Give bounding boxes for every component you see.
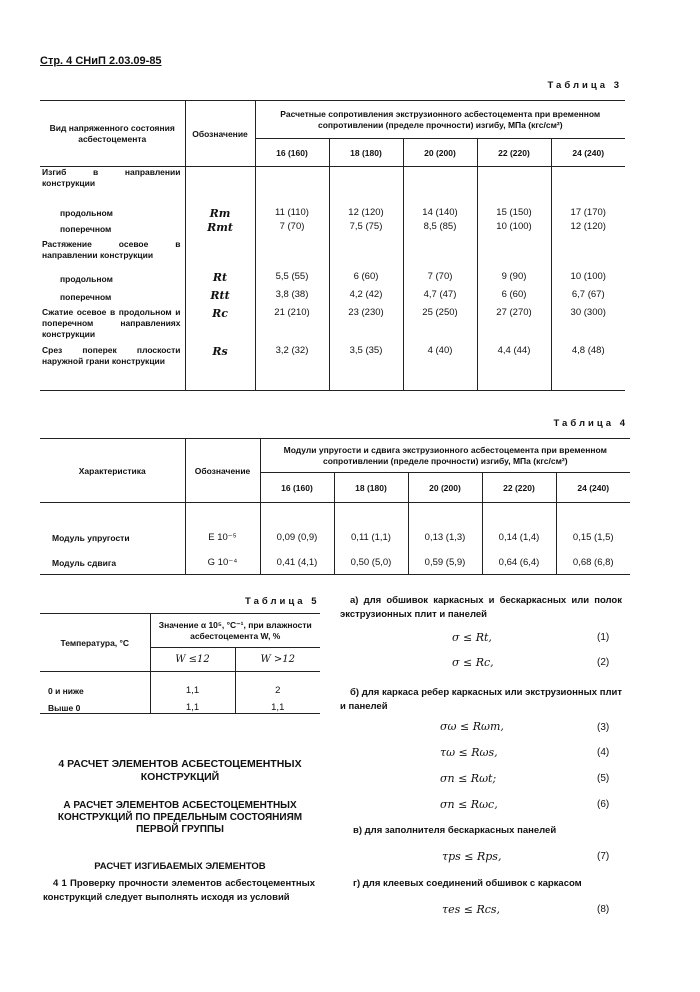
table3-cell: 11 (110) (255, 207, 329, 221)
table3-row (40, 239, 625, 271)
formula-8: τes ≤ Rcs, (442, 903, 501, 916)
table4-caption: Таблица 4 (553, 418, 628, 429)
table3-row-label: Срез поперек плоскости наружной грани конструкции (42, 344, 181, 366)
table5-row (40, 696, 320, 714)
table4-cell: 0,15 (1,5) (556, 503, 630, 549)
table3-cell (403, 239, 477, 271)
table4-group-header: Модули упругости и сдвига экструзионного асбестоцемента при временном сопротивлении (пределе прочности) изгибу, МПа (кгс/см²) (260, 439, 630, 473)
table3-cell: 10 (100) (551, 271, 625, 289)
table3-cell (551, 167, 625, 207)
table3-cell: 4 (40) (403, 345, 477, 391)
table3-row (40, 345, 625, 391)
formula-7: τps ≤ Rps, (442, 850, 502, 863)
table3-cell: 7,5 (75) (329, 221, 403, 239)
item-a-text: а) для обшивок каркасных и бескаркасных или полок экструзионных плит и панелей (340, 595, 622, 620)
table3-cell: 3,5 (35) (329, 345, 403, 391)
section4-title: 4 РАСЧЕТ ЭЛЕМЕНТОВ АСБЕСТОЦЕМЕНТНЫХ КОНСТРУКЦИЙ (58, 758, 302, 783)
table3-cell: 4,8 (48) (551, 345, 625, 391)
table3-cell: 3,2 (32) (255, 345, 329, 391)
formula-7-number: (7) (597, 851, 610, 862)
table4-cell: 0,64 (6,4) (482, 549, 556, 575)
table4-col-header: 22 (220) (482, 473, 556, 503)
table5-cell: 1,1 (150, 672, 235, 696)
table3-col-header: 22 (220) (477, 139, 551, 167)
table3-cell: 15 (150) (477, 207, 551, 221)
table3-cell: 5,5 (55) (255, 271, 329, 289)
table3-cell (551, 239, 625, 271)
table3-group-header: Расчетные сопротивления экструзионного асбестоцемента при временном сопротивлении (пределе прочности) изгибу, МПа (кгс/см²) (255, 101, 625, 139)
table4-cell: 0,09 (0,9) (260, 503, 334, 549)
table3-cell: 6,7 (67) (551, 289, 625, 307)
table3-cell: 6 (60) (329, 271, 403, 289)
formula-3-number: (3) (597, 722, 610, 733)
table3-cell: 8,5 (85) (403, 221, 477, 239)
table3-row-symbol: Rm (185, 207, 255, 221)
formula-1-number: (1) (597, 632, 610, 643)
formula-2-number: (2) (597, 657, 610, 668)
table3-cell: 25 (250) (403, 307, 477, 345)
table3-cell: 6 (60) (477, 289, 551, 307)
table3-cell: 4,4 (44) (477, 345, 551, 391)
table5-row-label: Выше 0 (48, 703, 81, 713)
table4-row-label: Модуль сдвига (52, 558, 117, 568)
table5-cell: 1,1 (235, 696, 320, 714)
table4-col2-header: Обозначение (185, 439, 260, 503)
table3-cell: 4,7 (47) (403, 289, 477, 307)
table4-cell: 0,41 (4,1) (260, 549, 334, 575)
table3-cell: 21 (210) (255, 307, 329, 345)
table3-row-symbol (185, 239, 255, 271)
table3-row (40, 167, 625, 207)
table4-col-header: 18 (180) (334, 473, 408, 503)
table4-row-label: Модуль упругости (52, 532, 130, 543)
table3-cell (477, 239, 551, 271)
table3-cell: 3,8 (38) (255, 289, 329, 307)
subsection-title: РАСЧЕТ ИЗГИБАЕМЫХ ЭЛЕМЕНТОВ (94, 861, 266, 872)
table4-col-header: 24 (240) (556, 473, 630, 503)
formula-1: σ ≤ Rt, (452, 631, 492, 644)
table4-col1-header: Характеристика (40, 439, 185, 503)
table3-row-symbol: Rs (185, 345, 255, 391)
table3-row-symbol (185, 167, 255, 207)
table3-row-label: Сжатие осевое в продольном и поперечном направлениях конструкции (42, 306, 181, 339)
table3-row-label: продольном (60, 208, 113, 218)
table3-cell: 17 (170) (551, 207, 625, 221)
formula-4-number: (4) (597, 747, 610, 758)
table3-cell: 30 (300) (551, 307, 625, 345)
table4-col-header: 20 (200) (408, 473, 482, 503)
table3-cell (403, 167, 477, 207)
table3-cell (477, 167, 551, 207)
table5-col1-header: Температура, °С (40, 614, 150, 672)
table3 (40, 100, 625, 391)
table4-row-symbol: E 10⁻⁵ (185, 503, 260, 549)
table3-col-header: 20 (200) (403, 139, 477, 167)
table3-col2-header: Обозначение (185, 101, 255, 167)
table4-row (40, 549, 630, 575)
table3-row (40, 221, 625, 239)
table4-col-header: 16 (160) (260, 473, 334, 503)
table3-cell: 27 (270) (477, 307, 551, 345)
table5 (40, 613, 320, 714)
table3-cell: 7 (70) (403, 271, 477, 289)
table5-cell: 1,1 (150, 696, 235, 714)
table5-col-header: W ≤12 (150, 648, 235, 672)
table3-row (40, 289, 625, 307)
table3-cell: 4,2 (42) (329, 289, 403, 307)
table4-cell: 0,68 (6,8) (556, 549, 630, 575)
table4-row-symbol: G 10⁻⁴ (185, 549, 260, 575)
table5-cell: 2 (235, 672, 320, 696)
formula-6: σn ≤ Rωc, (440, 798, 498, 811)
table3-row-symbol: Rtt (185, 289, 255, 307)
table4-cell: 0,50 (5,0) (334, 549, 408, 575)
table3-cell (329, 167, 403, 207)
table3-row (40, 271, 625, 289)
table3-cell: 14 (140) (403, 207, 477, 221)
table3-col1-header: Вид напряженного состояния асбестоцемента (40, 101, 185, 167)
table3-cell: 10 (100) (477, 221, 551, 239)
table3-row-label: Растяжение осевое в направлении конструкции (42, 238, 181, 260)
table4 (40, 438, 630, 575)
formula-2: σ ≤ Rc, (452, 656, 494, 669)
table3-cell (329, 239, 403, 271)
table4-cell: 0,13 (1,3) (408, 503, 482, 549)
table3-row-symbol: Rmt (185, 221, 255, 239)
formula-3: σω ≤ Rωm, (440, 720, 504, 733)
item-v-text: в) для заполнителя бескаркасных панелей (353, 825, 557, 836)
table3-col-header: 18 (180) (329, 139, 403, 167)
table4-cell: 0,11 (1,1) (334, 503, 408, 549)
table3-cell: 12 (120) (551, 221, 625, 239)
table3-col-header: 24 (240) (551, 139, 625, 167)
table5-row (40, 672, 320, 696)
formula-8-number: (8) (597, 904, 610, 915)
table3-cell: 7 (70) (255, 221, 329, 239)
table4-cell: 0,14 (1,4) (482, 503, 556, 549)
table4-row (40, 503, 630, 549)
table3-cell: 12 (120) (329, 207, 403, 221)
table4-cell: 0,59 (5,9) (408, 549, 482, 575)
table3-caption: Таблица 3 (547, 80, 622, 91)
formula-5-number: (5) (597, 773, 610, 784)
item-b-text: б) для каркаса ребер каркасных или экструзионных плит и панелей (340, 687, 622, 712)
table3-row-symbol: Rc (185, 307, 255, 345)
table3-row-label: продольном (60, 274, 113, 284)
paragraph-4-1: 4 1 Проверку прочности элементов асбестоцементных конструкций следует выполнять исходя из условий (43, 878, 315, 903)
table5-col-header: W >12 (235, 648, 320, 672)
table3-col-header: 16 (160) (255, 139, 329, 167)
formula-5: σn ≤ Rωt; (440, 772, 497, 785)
table3-row-label: поперечном (60, 224, 112, 234)
table3-row-symbol: Rt (185, 271, 255, 289)
formula-4: τω ≤ Rωs, (440, 746, 498, 759)
table3-row-label: Изгиб в направлении конструкции (42, 167, 181, 188)
table5-group-header: Значение α 10⁵, °С⁻¹, при влажности асбестоцемента W, % (150, 614, 320, 648)
formula-6-number: (6) (597, 799, 610, 810)
page-header: Стр. 4 СНиП 2.03.09-85 (40, 55, 162, 67)
table3-cell: 23 (230) (329, 307, 403, 345)
table3-cell (255, 167, 329, 207)
table3-row (40, 307, 625, 345)
table5-row-label: 0 и ниже (48, 685, 84, 696)
subsection-a-title: А РАСЧЕТ ЭЛЕМЕНТОВ АСБЕСТОЦЕМЕНТНЫХ КОНСТРУКЦИЙ ПО ПРЕДЕЛЬНЫМ СОСТОЯНИЯМ ПЕРВОЙ ГРУППЫ (57, 800, 303, 835)
item-g-text: г) для клеевых соединений обшивок с каркасом (353, 878, 582, 889)
table3-cell (255, 239, 329, 271)
table3-row-label: поперечном (60, 292, 112, 302)
table5-caption: Таблица 5 (245, 596, 320, 607)
table3-cell: 9 (90) (477, 271, 551, 289)
table3-row (40, 207, 625, 221)
